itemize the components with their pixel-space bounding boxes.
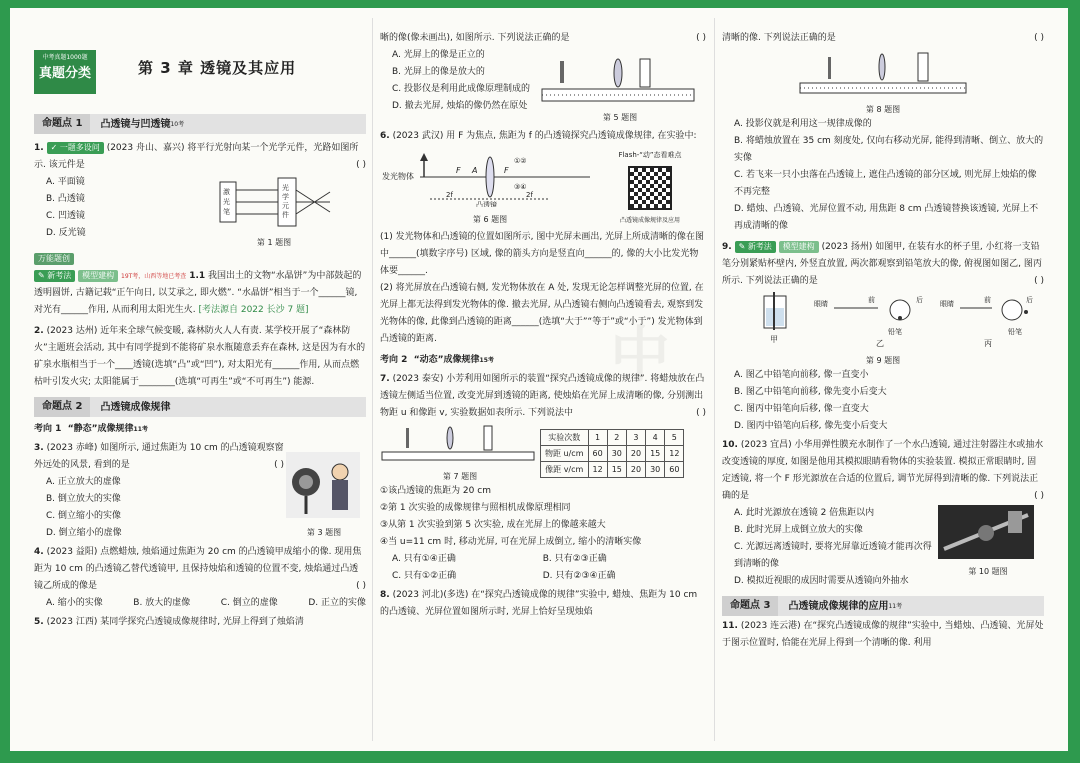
question-9: 9. ✎ 新考法 模型建构 (2023 扬州) 如图甲, 在装有水的杯子里, 小红将一支铅笔分别紧贴杯壁内, 外竖直放置, 两次都观察到铅笔放大的像, 俯视图如图乙, 图丙所示. 下列说法正确的是 ( ) 甲 眼睛 前 后 铅笔 乙 眼睛 前 后 铅笔 丙 第 9 题图 A. 图乙中铅笔向前移, 像一直变小 B. 图乙中铅笔向前移, 像先变小后变大 C. 图丙中铅笔向后移, 像一直变大 D. 图丙中铅笔向后移, 像先变小后变大 bbox=[722, 242, 1044, 431]
column-2: 晰的像(像未画出), 如图所示. 下列说法正确的是 ( ) A. 光屏上的像是正立的 B. 光屏上的像是放大的 C. 投影仪是利用此成像原理制成的 D. 撤去光屏, 烛焰的像仍然在原处 第 5 题图 6. (2023 武汉) 用 F 为焦点, 焦距为 f 的凸透镜探究凸透镜成像规律, 在实验中: 发光物体 F A F ①② ③④ 2f 2f 凸透镜 第 6 题图 Flash-“动”态看难点 凸透镜成像规律及应用 (1) 发光物体和凸透镜的位置如图所示, 图中光屏未画出, 光屏上所成清晰的像在图中______(填数字序号) 区域, 像的箭头方向是竖直向______的, 像的大小比发光物体要______. (2) 将光屏放在凸透镜右侧, 发光物体放在 A 处, 发现无论怎样调整光屏的位置, 在光屏上都无法得到发光物体的像. 撤去光屏, 从凸透镜右侧向凸透镜看去, 观察到发光物体的像, 此像到凸透镜的距离______(选填“大于”“等于”或“小于”) 发光物体到凸透镜的距离. 考向 2 “动态”成像规律15考 7. (2023 泰安) 小芳利用如图所示的装置“探究凸透镜成像的规律”. 将蜡烛放在凸透镜左侧适当位置, 改变光屏到透镜的距离, 使烛焰在光屏上成清晰的像, 分别测出物距 u 和像距 v, 实验数据如表所示. 下列说法中 ( ) 第 7 题图 实验次数 1 2 3 4 5 物距 u/cm 60 30 20 15 12 像距 v/cm 12 15 20 30 60 ①该凸透镜的焦距为 20 cm ②第 1 次实验的成像规律与照相机成像原理相同 ③从第 1 次实验到第 5 次实验, 成在光屏上的像越来越大 ④当 u=11 cm 时, 移动光屏, 可在光屏上成倒立, 缩小的清晰实像 A. 只有①④正确 B. 只有②③正确 C. 只有①②正确 D. 只有②③④正确 8. (2023 河北)(多选) 在“探究凸透镜成像的规律”实验中, 蜡烛、焦距为 10 cm 的凸透镜、光屏位置如图所示时, 光屏上恰好呈现烛焰 bbox=[380, 8, 706, 751]
svg-text:元: 元 bbox=[282, 202, 289, 210]
question-1: 1. ✓ 一题多设问 (2023 舟山、嘉兴) 将平行光射向某一个光学元件，光路如图所示. 该元件是 ( ) A. 平面镜 B. 凸透镜 C. 凹透镜 D. 反光镜 激 光 笔 光 学 元 件 第 1 题图 bbox=[34, 143, 366, 247]
source-note: [考法源自 2022 长沙 7 题] bbox=[198, 305, 309, 315]
pencil-cup-diagram bbox=[722, 290, 1042, 348]
question-7: 7. (2023 泰安) 小芳利用如图所示的装置“探究凸透镜成像的规律”. 将蜡烛放在凸透镜左侧适当位置, 改变光屏到透镜的距离, 使烛焰在光屏上成清晰的像, 分别测出物距 u 和像距 v, 实验数据如表所示. 下列说法中 ( ) 第 7 题图 实验次数 1 2 3 4 5 物距 u/cm 60 30 20 15 12 像距 v/cm 12 15 20 30 60 ①该凸透镜的焦距为 20 cm ②第 1 次实验的成像规律与照相机成像原理相同 ③从第 1 次实验到第 5 次实验, 成在光屏上的像越来越大 ④当 u=11 cm 时, 移动光屏, 可在光屏上成倒立, 缩小的清晰实像 A. 只有①④正确 B. 只有②③正确 C. 只有①②正确 D. 只有②③④正确 bbox=[380, 374, 706, 581]
svg-text:光: 光 bbox=[282, 184, 289, 192]
exam-sheet bbox=[10, 8, 1068, 751]
figure-3: 第 3 题图 bbox=[284, 450, 364, 542]
column-3: 清晰的像. 下列说法正确的是 ( ) 第 8 题图 A. 投影仪就是利用这一规律成像的 B. 将蜡烛放置在 35 cm 刻度处, 仅向右移动光屏, 能得到清晰、倒立、放大的实像 C. 若飞来一只小虫落在凸透镜上, 遮住凸透镜的部分区域, 则光屏上烛焰的像不再完整 D. 蜡烛、凸透镜、光屏位置不动, 用焦距 8 cm 凸透镜替换该透镜, 光屏上不再成清晰的像 9. ✎ 新考法 模型建构 (2023 扬州) 如图甲, 在装有水的杯子里, 小红将一支铅笔分别紧贴杯壁内, 外竖直放置, 两次都观察到铅笔放大的像, 俯视图如图乙, 图丙所示. 下列说法正确的是 ( ) 甲 眼睛 前 后 铅笔 乙 眼睛 前 后 铅笔 丙 第 9 题图 A. 图乙中铅笔向前移, 像一直变小 B. 图乙中铅笔向前移, 像先变小后变大 C. 图丙中铅笔向后移, 像一直变大 D. 图丙中铅笔向后移, 像先变小后变大 10. (2023 宜昌) 小华用弹性膜充水制作了一个水凸透镜, 通过注射器注水或抽水改变透镜的厚度, 如图是他用其模拟眼睛看物体的实验装置. 模拟正常眼睛时, 固定透镜, 将一个 F 形光源放在合适的位置后, 调节光屏得到清晰的像. 下列说法正确的是 ( ) A. 此时光源放在透镜 2 倍焦距以内 B. 此时光屏上成倒立放大的实像 C. 光源远离透镜时, 要将光屏靠近透镜才能再次得到清晰的像 D. 模拟近视眼的成因时需要从透镜向外抽水 第 10 题图 命题点 3 凸透镜成像规律的应用 11考 11. (2023 连云港) 在“探究凸透镜成像的规律”实验中, 当蜡烛、凸透镜、光屏处于图示位置时, 恰能在光屏上得到一个清晰的像. 利用 bbox=[722, 8, 1044, 751]
svg-text:后: 后 bbox=[916, 296, 923, 304]
svg-text:眼睛: 眼睛 bbox=[940, 300, 954, 308]
answer-bracket: ( ) bbox=[356, 160, 366, 170]
figure-10: 第 10 题图 bbox=[938, 505, 1038, 590]
section-header-3: 命题点 3 凸透镜成像规律的应用 11考 bbox=[722, 596, 1044, 616]
table-row: 实验次数 1 2 3 4 5 bbox=[541, 430, 684, 446]
logo-top-text: 中考真题1000题 bbox=[42, 54, 88, 61]
figure-5: 第 5 题图 bbox=[540, 47, 700, 124]
chapter-title: 第 3 章 透镜及其应用 bbox=[138, 59, 297, 77]
svg-text:①②: ①② bbox=[514, 157, 527, 165]
option-d: D. 反光镜 bbox=[46, 228, 86, 238]
observer-photo bbox=[284, 450, 362, 520]
svg-text:甲: 甲 bbox=[770, 335, 778, 344]
model-tag: 模型建构 bbox=[78, 270, 118, 282]
kaoxiang-2: 考向 2 “动态”成像规律15考 bbox=[380, 355, 494, 365]
water-lens-photo bbox=[938, 505, 1034, 559]
svg-text:2f: 2f bbox=[446, 191, 453, 199]
figure-7: 第 7 题图 bbox=[380, 424, 540, 483]
qr-code-icon[interactable] bbox=[628, 166, 672, 210]
svg-text:后: 后 bbox=[1026, 296, 1033, 304]
table-row: 物距 u/cm 60 30 20 15 12 bbox=[541, 446, 684, 462]
section-label: 命题点 1 bbox=[34, 114, 90, 134]
svg-text:前: 前 bbox=[984, 296, 991, 304]
question-11: 11. (2023 连云港) 在“探究凸透镜成像的规律”实验中, 当蜡烛、凸透镜、光屏处于图示位置时, 恰能在光屏上得到一个清晰的像. 利用 bbox=[722, 621, 1044, 648]
optical-element-diagram bbox=[214, 174, 334, 230]
figure-9: 甲 眼睛 前 后 铅笔 乙 眼睛 前 后 铅笔 丙 第 9 题图 bbox=[722, 290, 1044, 367]
svg-text:件: 件 bbox=[282, 211, 289, 219]
svg-text:学: 学 bbox=[282, 193, 289, 201]
question-8: 8. (2023 河北)(多选) 在“探究凸透镜成像的规律”实验中, 蜡烛、焦距为 10 cm 的凸透镜、光屏位置如图所示时, 光屏上恰好呈现烛焰 bbox=[380, 590, 698, 617]
section-title: 凸透镜与凹透镜 bbox=[100, 118, 171, 130]
question-3: 3. (2023 赤峰) 如图所示, 通过焦距为 10 cm 的凸透镜观察窗外远处的风景, 看到的是 ( ) A. 正立放大的虚像 B. 倒立放大的实像 C. 倒立缩小的实像 D. 倒立缩小的虚像 第 3 题图 bbox=[34, 440, 366, 542]
svg-text:铅笔: 铅笔 bbox=[888, 328, 902, 336]
data-table bbox=[540, 429, 684, 478]
svg-text:③④: ③④ bbox=[514, 183, 527, 191]
column-divider bbox=[372, 18, 373, 741]
kaoxiang-1: 考向 1 “静态”成像规律11考 bbox=[34, 424, 148, 434]
watermark: 中 bbox=[610, 321, 670, 391]
option-c: C. 凹透镜 bbox=[46, 211, 86, 221]
optical-bench-8 bbox=[798, 51, 968, 97]
optical-bench-7 bbox=[380, 424, 536, 464]
tag-badge: ✓ 一题多设问 bbox=[47, 142, 104, 154]
svg-text:光: 光 bbox=[223, 198, 230, 206]
option-a: A. 平面镜 bbox=[46, 177, 85, 187]
laser-label: 激 bbox=[223, 188, 230, 196]
column-divider bbox=[714, 18, 715, 741]
svg-text:丙: 丙 bbox=[984, 339, 992, 348]
section-header-2: 命题点 2 凸透镜成像规律 bbox=[34, 397, 366, 417]
svg-text:凸透镜: 凸透镜 bbox=[476, 201, 497, 207]
svg-text:铅笔: 铅笔 bbox=[1008, 328, 1022, 336]
figure-8: 第 8 题图 bbox=[722, 47, 1044, 116]
svg-text:乙: 乙 bbox=[876, 339, 884, 348]
wanneng-block: 万能题创 ✎ 新考法 模型建构 19T考，山西等地已考查 1.1 我国出土的文物“水晶饼”为中部鼓起的透明圆饼, 古籍记载“正午向日, 以艾承之, 即火燃”. “水晶饼”相当于一个______镜, 对光有______作用, 从而利用太阳光生火. [考法源自 2022 长沙 7 题] bbox=[34, 254, 362, 315]
svg-text:前: 前 bbox=[868, 296, 875, 304]
lens-diagram-6 bbox=[380, 147, 598, 207]
svg-text:笔: 笔 bbox=[223, 208, 230, 216]
new-method-tag: ✎ 新考法 bbox=[735, 241, 776, 253]
svg-text:发光物体: 发光物体 bbox=[382, 172, 414, 181]
section-count: 10考 bbox=[170, 120, 185, 128]
figure-caption: 第 1 题图 bbox=[256, 238, 292, 247]
wanneng-label: 万能题创 bbox=[34, 253, 74, 265]
svg-text:F: F bbox=[456, 166, 461, 175]
table-row: 像距 v/cm 12 15 20 30 60 bbox=[541, 462, 684, 478]
question-5: 5. (2023 江西) 某同学探究凸透镜成像规律时, 光屏上得到了烛焰清 bbox=[34, 617, 304, 627]
question-4: 4. (2023 益阳) 点燃蜡烛, 烛焰通过焦距为 20 cm 的凸透镜甲成缩小的像. 现用焦距为 10 cm 的凸透镜乙替代透镜甲, 且保持烛焰和透镜的位置不变, 烛焰通过凸透镜乙所成的像是 ( ) A. 缩小的实像 B. 放大的虚像 C. 倒立的虚像 D. 正立的实像 bbox=[34, 547, 366, 608]
question-6: 6. (2023 武汉) 用 F 为焦点, 焦距为 f 的凸透镜探究凸透镜成像规律, 在实验中: 发光物体 F A F ①② ③④ 2f 2f 凸透镜 第 6 题图 Flash-“动”态看难点 凸透镜成像规律及应用 (1) 发光物体和凸透镜的位置如图所示, 图中光屏未画出, 光屏上所成清晰的像在图中______(填数字序号) 区域, 像的箭头方向是竖直向______的, 像的大小比发光物体要______. (2) 将光屏放在凸透镜右侧, 发光物体放在 A 处, 发现无论怎样调整光屏的位置, 在光屏上都无法得到发光物体的像. 撤去光屏, 从凸透镜右侧向凸透镜看去, 观察到发光物体的像, 此像到凸透镜的距离______(选填“大于”“等于”或“小于”) 发光物体到凸透镜的距离. bbox=[380, 131, 705, 344]
svg-text:眼睛: 眼睛 bbox=[814, 300, 828, 308]
qr-block[interactable]: Flash-“动”态看难点 凸透镜成像规律及应用 bbox=[618, 151, 682, 224]
option-b: B. 凸透镜 bbox=[46, 194, 85, 204]
question-10: 10. (2023 宜昌) 小华用弹性膜充水制作了一个水凸透镜, 通过注射器注水或抽水改变透镜的厚度, 如图是他用其模拟眼睛看物体的实验装置. 模拟正常眼睛时, 固定透镜, 将一个 F 形光源放在合适的位置后, 调节光屏得到清晰的像. 下列说法正确的是 ( ) A. 此时光源放在透镜 2 倍焦距以内 B. 此时光屏上成倒立放大的实像 C. 光源远离透镜时, 要将光屏靠近透镜才能再次得到清晰的像 D. 模拟近视眼的成因时需要从透镜向外抽水 第 10 题图 bbox=[722, 437, 1044, 590]
svg-text:A: A bbox=[472, 166, 478, 175]
question-2: 2. (2023 达州) 近年来全球气候变暖, 森林防火人人有责. 某学校开展了“森林防火”主题班会活动, 其中有同学提到不能将矿泉水瓶随意丢弃在森林, 这是因为有水的矿泉水瓶相当于一个____透镜(选填“凸”或“凹”), 对太阳光有______作用, 从而点燃枯叶引发火灾; 太阳能属于________(选填“可再生”或“不可再生”) 能源. bbox=[34, 326, 366, 387]
book-logo bbox=[34, 50, 96, 94]
section-header-1 bbox=[34, 114, 366, 134]
svg-text:F: F bbox=[504, 166, 509, 175]
column-1 bbox=[34, 8, 366, 751]
optical-bench-5 bbox=[540, 55, 696, 105]
figure-6: 发光物体 F A F ①② ③④ 2f 2f 凸透镜 第 6 题图 bbox=[380, 147, 600, 229]
svg-text:2f: 2f bbox=[526, 191, 533, 199]
figure-1 bbox=[214, 174, 334, 249]
new-method-tag: ✎ 新考法 bbox=[34, 270, 75, 282]
logo-main-text: 真题分类 bbox=[38, 66, 91, 81]
